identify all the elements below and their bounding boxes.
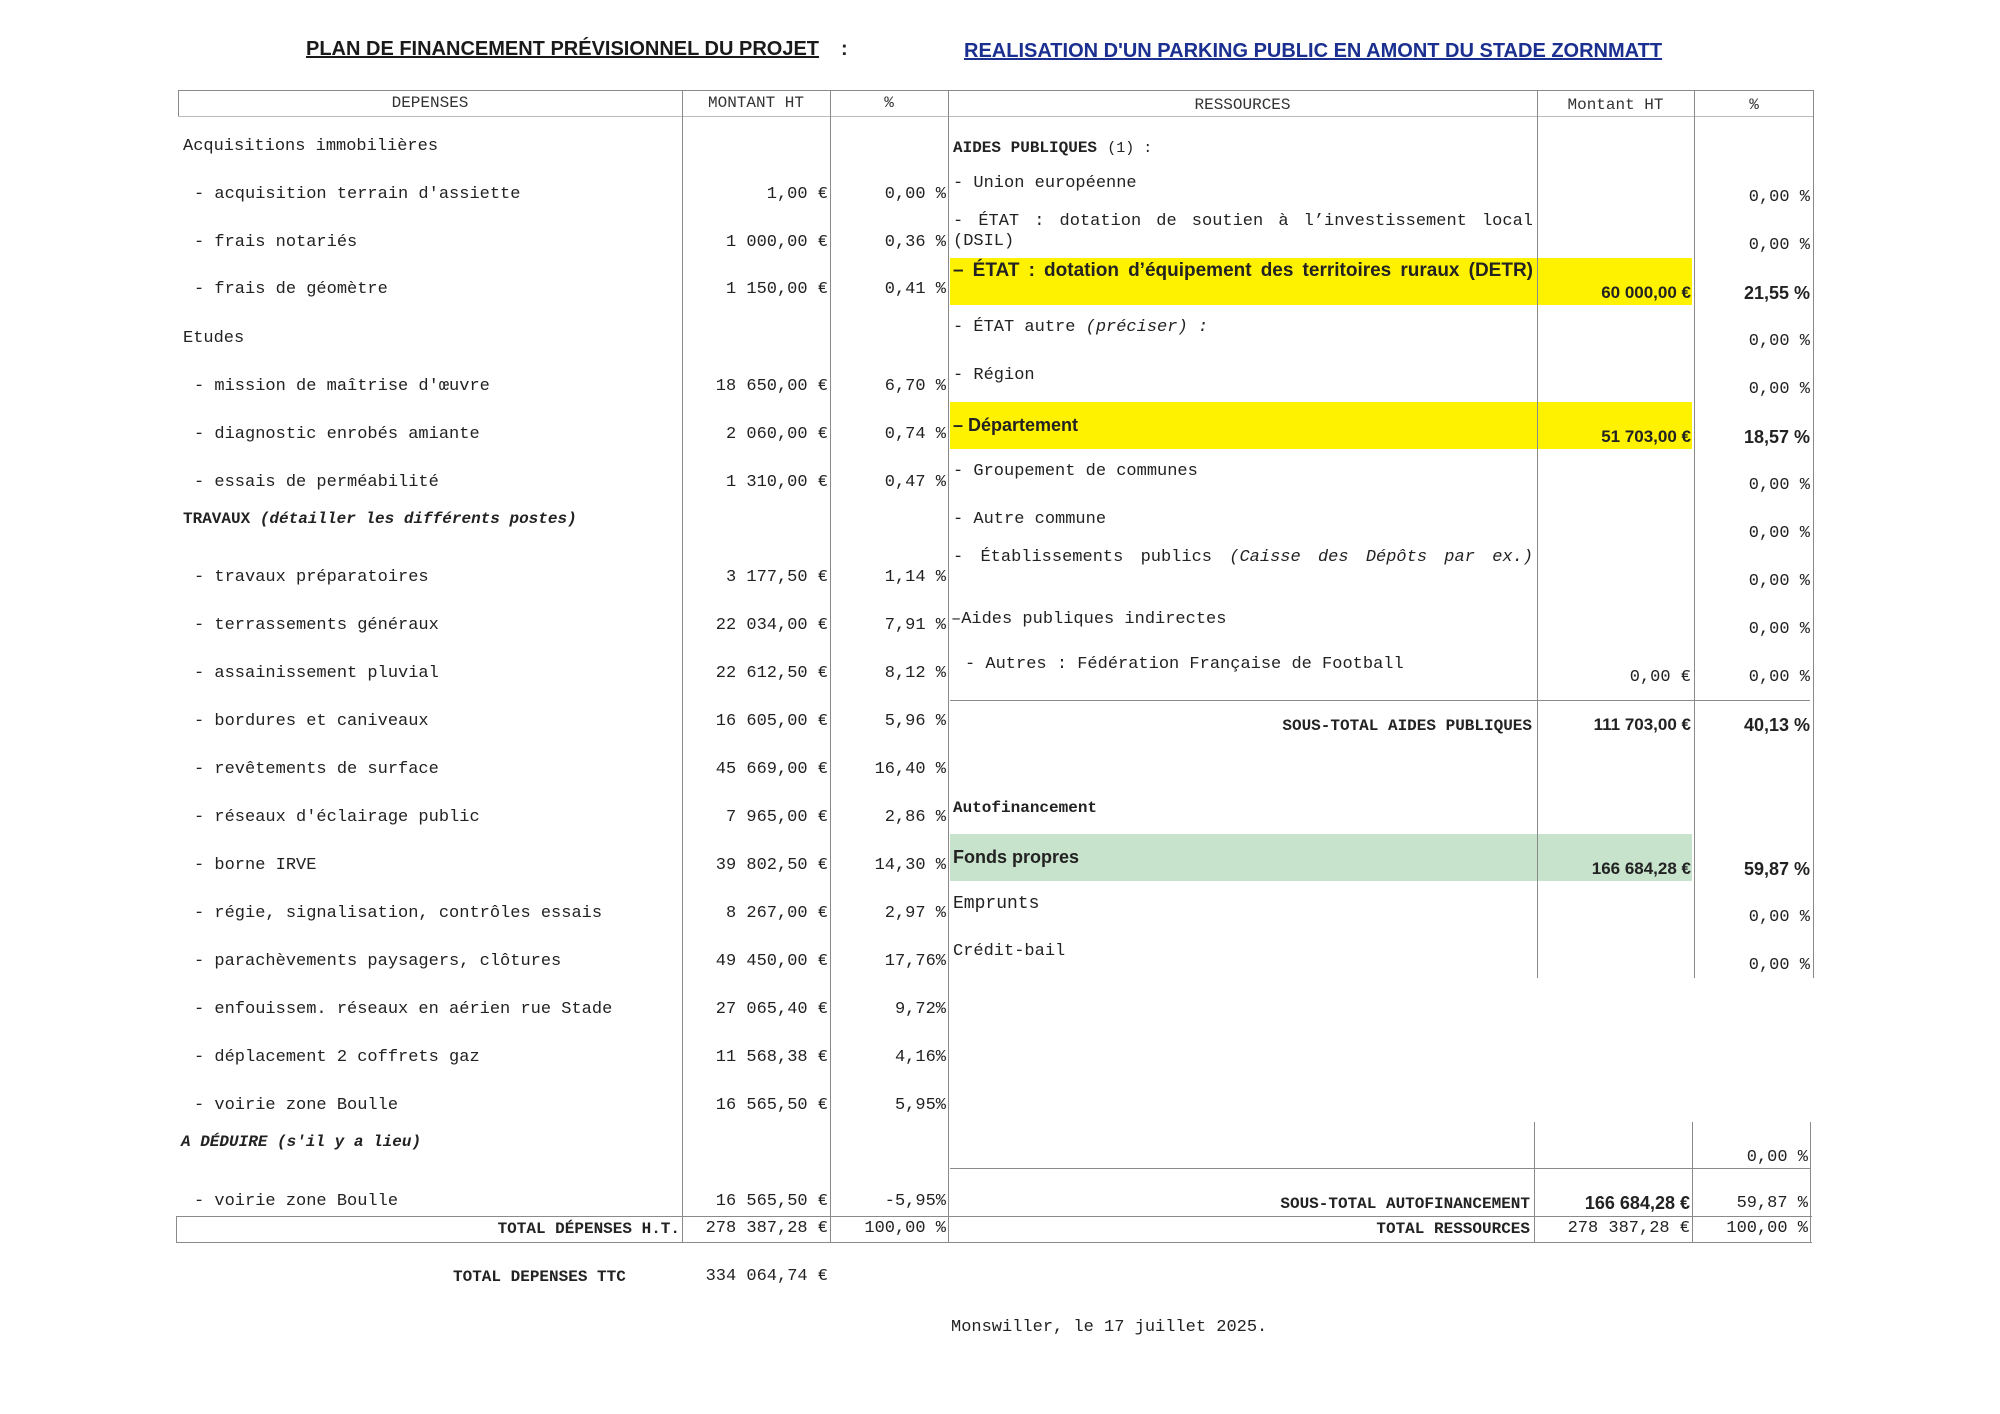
autofin-subtotal-top [950, 1168, 1810, 1169]
expense-pct: 1,14 % [884, 568, 946, 587]
sous-total-autofin-amount: 166 684,28 € [1584, 1193, 1690, 1213]
resource-label-fonds-propres: Fonds propres [953, 847, 1080, 867]
etat-autre-note: (préciser) : [1085, 318, 1209, 337]
expense-pct: 6,70 % [884, 377, 946, 396]
aides-subtotal-top [950, 700, 1810, 701]
total-ressources-pct: 100,00 % [1726, 1219, 1808, 1238]
expense-amount: 8 267,00 € [725, 904, 828, 923]
autofinancement-title: Autofinancement [953, 799, 1098, 817]
expense-amount: 49 450,00 € [715, 952, 828, 971]
expense-label: - frais de géomètre [194, 280, 388, 299]
expense-amount: 22 612,50 € [715, 664, 828, 683]
sous-total-autofin-label: SOUS-TOTAL AUTOFINANCEMENT [1280, 1195, 1530, 1213]
col-divider-res-montant-bottom [1534, 1122, 1535, 1242]
resource-label: - Union européenne [953, 174, 1137, 193]
expense-label: - déplacement 2 coffrets gaz [194, 1048, 480, 1067]
right-border-bottom [1810, 1122, 1811, 1242]
expense-pct: 2,97 % [884, 904, 946, 923]
resource-label: - Autres : Fédération Française de Football [965, 655, 1404, 674]
resource-pct-departement: 18,57 % [1743, 427, 1810, 447]
resource-pct: 0,00 % [1748, 236, 1810, 255]
expense-amount: 1 000,00 € [725, 233, 828, 252]
total-ressources-amount: 278 387,28 € [1567, 1219, 1690, 1238]
expense-amount: 18 650,00 € [715, 377, 828, 396]
resource-amount-detr: 60 000,00 € [1601, 283, 1691, 302]
resource-label-etablissements [953, 548, 1533, 568]
expense-label: - enfouissem. réseaux en aérien rue Stade [194, 1000, 613, 1019]
expense-amount: 1,00 € [766, 185, 828, 204]
expense-label: - revêtements de surface [194, 760, 439, 779]
expense-pct: 8,12 % [884, 664, 946, 683]
project-title: REALISATION D'UN PARKING PUBLIC EN AMONT DU STADE ZORNMATT [964, 40, 1663, 62]
resource-pct: 0,00 % [1748, 572, 1810, 591]
expense-pct: 7,91 % [884, 616, 946, 635]
resource-amount: 0,00 € [1629, 668, 1691, 687]
total-depenses-ht-label: TOTAL DÉPENSES H.T. [497, 1220, 680, 1238]
resource-label-detr: – ÉTAT : dotation d’équipement des territoires ruraux (DETR) [953, 260, 1533, 281]
etat-autre-text: - ÉTAT autre [953, 318, 1076, 337]
expense-pct: 0,41 % [884, 280, 946, 299]
expense-amount: 3 177,50 € [725, 568, 828, 587]
sous-total-aides-amount: 111 703,00 € [1593, 715, 1691, 734]
total-depenses-ht-amount: 278 387,28 € [705, 1219, 828, 1238]
expense-label: - essais de perméabilité [194, 473, 439, 492]
expense-pct: 0,47 % [884, 473, 946, 492]
deduction-pct: -5,95% [884, 1192, 946, 1211]
resource-pct: 0,00 % [1748, 476, 1810, 495]
expense-amount: 1 310,00 € [725, 473, 828, 492]
expense-amount: 45 669,00 € [715, 760, 828, 779]
resource-label: Emprunts [953, 894, 1040, 914]
resource-label: - Région [953, 366, 1035, 385]
expense-label: - bordures et caniveaux [194, 712, 429, 731]
totals-top-border [176, 1216, 1812, 1217]
expense-label: - frais notariés [194, 233, 358, 252]
etablissements-text: - Établissements publics [953, 548, 1212, 567]
expense-label: - borne IRVE [194, 856, 317, 875]
expense-label: - terrassements généraux [194, 616, 439, 635]
expense-pct: 17,76% [884, 952, 946, 971]
expense-label: - acquisition terrain d'assiette [194, 185, 521, 204]
section-acquisitions: Acquisitions immobilières [183, 137, 439, 156]
resource-pct: 0,00 % [1748, 668, 1810, 687]
expense-pct: 2,86 % [884, 808, 946, 827]
deduction-label: - voirie zone Boulle [194, 1192, 399, 1211]
expense-pct: 5,96 % [884, 712, 946, 731]
resource-amount-fonds-propres: 166 684,28 € [1591, 859, 1691, 878]
col-divider-res-montant [1537, 90, 1538, 978]
resource-pct: 0,00 % [1748, 956, 1810, 975]
expense-label: - parachèvements paysagers, clôtures [194, 952, 562, 971]
expense-amount: 1 150,00 € [725, 280, 828, 299]
col-divider-ressources [948, 90, 949, 1242]
col-divider-montant [682, 90, 683, 1242]
expense-label: - mission de maîtrise d'œuvre [194, 377, 490, 396]
expense-amount: 7 965,00 € [725, 808, 828, 827]
expense-amount: 22 034,00 € [715, 616, 828, 635]
aides-note: (1) : [1107, 140, 1153, 157]
expense-amount: 39 802,50 € [715, 856, 828, 875]
resource-amount-departement: 51 703,00 € [1601, 427, 1691, 446]
col-header-depenses: DEPENSES [391, 94, 469, 112]
table-top-border [178, 90, 1814, 91]
deduction-amount: 16 565,50 € [715, 1192, 828, 1211]
resource-pct: 0,00 % [1748, 332, 1810, 351]
expense-pct: 0,00 % [884, 185, 946, 204]
col-header-ressources: RESSOURCES [1194, 96, 1291, 114]
resource-label: - Groupement de communes [953, 462, 1198, 481]
resource-pct: 0,00 % [1748, 620, 1810, 639]
place-date: Monswiller, le 17 juillet 2025. [951, 1318, 1268, 1337]
col-header-pct: % [884, 94, 894, 112]
sous-total-aides-label: SOUS-TOTAL AIDES PUBLIQUES [1282, 717, 1532, 735]
resource-label: Crédit-bail [953, 942, 1066, 961]
resource-pct: 0,00 % [1748, 524, 1810, 543]
expense-amount: 16 605,00 € [715, 712, 828, 731]
travaux-title: TRAVAUX [183, 510, 251, 528]
resource-pct-detr: 21,55 % [1743, 283, 1810, 303]
expense-label: - voirie zone Boulle [194, 1096, 399, 1115]
resource-pct-fonds-propres: 59,87 % [1743, 859, 1810, 879]
expense-amount: 2 060,00 € [725, 425, 828, 444]
col-header-montant-ht: MONTANT HT [707, 94, 804, 112]
col-divider-res-pct [1694, 90, 1695, 978]
etablissements-note: (Caisse des Dépôts par ex.) [1229, 548, 1533, 567]
right-border [1813, 90, 1814, 978]
title-colon: : [841, 38, 848, 60]
expense-pct: 4,16% [894, 1048, 946, 1067]
total-depenses-ttc-label: TOTAL DEPENSES TTC [453, 1268, 626, 1286]
section-a-deduire: A DÉDUIRE (s'il y a lieu) [181, 1133, 422, 1151]
expense-pct: 0,74 % [884, 425, 946, 444]
left-border [178, 90, 179, 116]
expense-pct: 16,40 % [874, 760, 946, 779]
expense-amount: 27 065,40 € [715, 1000, 828, 1019]
expense-pct: 9,72% [894, 1000, 946, 1019]
expense-pct: 14,30 % [874, 856, 946, 875]
sous-total-autofin-pct: 59,87 % [1736, 1194, 1808, 1213]
document-title: PLAN DE FINANCEMENT PRÉVISIONNEL DU PROJET [306, 38, 820, 60]
resource-label: –Aides publiques indirectes [951, 610, 1227, 629]
resource-pct: 0,00 % [1748, 380, 1810, 399]
col-divider-res-pct-bottom [1692, 1122, 1693, 1242]
section-travaux [183, 509, 577, 529]
col-header-montant-ht-res: Montant HT [1567, 96, 1664, 114]
total-ressources-label: TOTAL RESSOURCES [1376, 1220, 1530, 1238]
col-divider-pct [830, 90, 831, 1242]
resource-label-departement: – Département [953, 415, 1079, 435]
resource-pct-blank: 0,00 % [1746, 1148, 1808, 1167]
aides-title-text: AIDES PUBLIQUES [953, 139, 1098, 157]
expense-amount: 16 565,50 € [715, 1096, 828, 1115]
resource-label-etat-autre [953, 318, 1208, 338]
sous-total-aides-pct: 40,13 % [1743, 715, 1810, 735]
expense-label: - régie, signalisation, contrôles essais [194, 904, 603, 923]
section-etudes: Etudes [183, 329, 245, 348]
col-header-pct-res: % [1749, 96, 1759, 114]
totals-left-border [176, 1216, 177, 1242]
aides-publiques-title [953, 138, 1152, 159]
expense-label: - réseaux d'éclairage public [194, 808, 480, 827]
totals-bottom-border [176, 1242, 1812, 1243]
resource-label-dsil: - ÉTAT : dotation de soutien à l’investissement local (DSIL) [953, 212, 1533, 251]
expense-amount: 11 568,38 € [715, 1048, 828, 1067]
expense-pct: 0,36 % [884, 233, 946, 252]
resource-pct: 0,00 % [1748, 908, 1810, 927]
resource-pct: 0,00 % [1748, 188, 1810, 207]
header-bottom-border [178, 116, 1814, 117]
expense-pct: 5,95% [894, 1096, 946, 1115]
travaux-subtitle: (détailler les différents postes) [259, 510, 577, 528]
total-depenses-ttc-amount: 334 064,74 € [705, 1267, 828, 1286]
expense-label: - travaux préparatoires [194, 568, 429, 587]
expense-label: - assainissement pluvial [194, 664, 439, 683]
expense-label: - diagnostic enrobés amiante [194, 425, 480, 444]
total-depenses-ht-pct: 100,00 % [864, 1219, 946, 1238]
resource-label: - Autre commune [953, 510, 1107, 529]
